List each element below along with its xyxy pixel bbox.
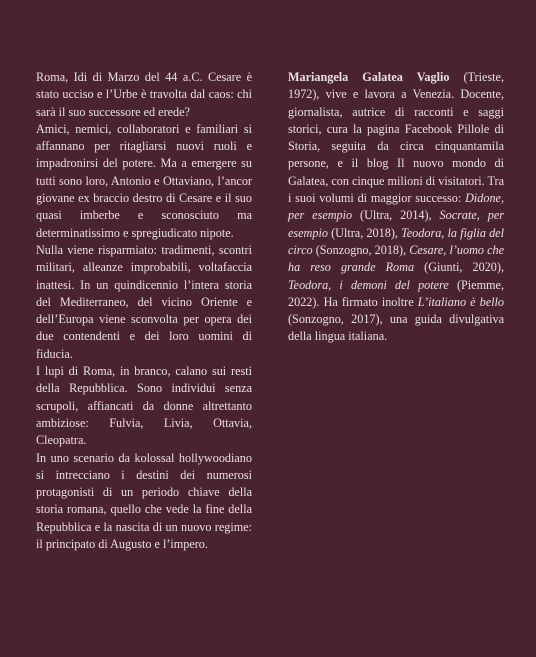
synopsis-column xyxy=(36,69,252,553)
bio-text: (Ultra, 2014), xyxy=(352,208,440,223)
bio-text: (Piemme, 2022). Ha firmato inoltre xyxy=(288,277,504,309)
bio-text: (Giunti, 2020), xyxy=(414,260,505,275)
synopsis-paragraph: Nulla viene risparmiato: tradimenti, scontri militari, alleanze improbabili, voltafaccia inattesi. In un quindicennio l’intera storia del Mediterraneo, del vicino Oriente e dell’Europa viene sconvolta per opera dei due contendenti e dei loro uomini di fiducia. xyxy=(36,242,252,361)
bio-text: (Ultra, 2018), xyxy=(327,225,402,240)
book-title: Cesare, l’uomo che ha reso grande Roma xyxy=(288,242,504,275)
synopsis-paragraph: Roma, Idi di Marzo del 44 a.C. Cesare è stato ucciso e l’Urbe è travolta dal caos: chi sarà il suo successore ed erede? xyxy=(36,70,252,119)
book-title: Teodora, i demoni del potere xyxy=(288,277,449,292)
synopsis-paragraph: I lupi di Roma, in branco, calano sui resti della Repubblica. Sono individui senza scrupoli, affiancati da donne altrettanto ambiziose: Fulvia, Livia, Ottavia, Cleopatra. xyxy=(36,364,252,448)
book-title: Teodora, la figlia del circo xyxy=(288,225,504,257)
synopsis-paragraph: Amici, nemici, collaboratori e familiari si affannano per ritagliarsi nuovi ruoli e impadronirsi del potere. Ma a emergere su tutti sono loro, Antonio e Ottaviano, l’ancor giovane ex braccio destro di Cesare e il suo quasi imberbe e sconosciuto ma determinatissimo e spregiudicato nipote. xyxy=(36,121,252,240)
bio-text: (Sonzogno, 2018), xyxy=(312,242,410,257)
bio-text: (Trieste, 1972), vive e lavora a Venezia. Docente, giornalista, autrice di racconti e saggi storici, cura la pagina Facebook Pillole di Storia, seguita da circa cinquantamila persone, e il blog Il nuovo mondo di Galatea, con cinque milioni di visitatori. Tra i suoi volumi di maggior successo: xyxy=(288,70,504,206)
bio-text: (Sonzogno, 2017), una guida divulgativa della lingua italiana. xyxy=(288,312,504,344)
book-title: Didone, per esempio xyxy=(288,191,504,223)
book-title: L’italiano è bello xyxy=(417,294,504,309)
book-title: Socrate, per esempio xyxy=(288,208,504,240)
author-bio xyxy=(288,69,504,346)
author-bio-column xyxy=(288,69,504,346)
author-name: Mariangela Galatea Vaglio xyxy=(288,70,450,84)
synopsis-paragraph: In uno scenario da kolossal hollywoodiano si intrecciano i destini dei numerosi protagonisti di un periodo chiave della storia romana, quello che vede la fine della Repubblica e la nascita di un nuovo regime: il principato di Augusto e l’impero. xyxy=(36,450,252,552)
